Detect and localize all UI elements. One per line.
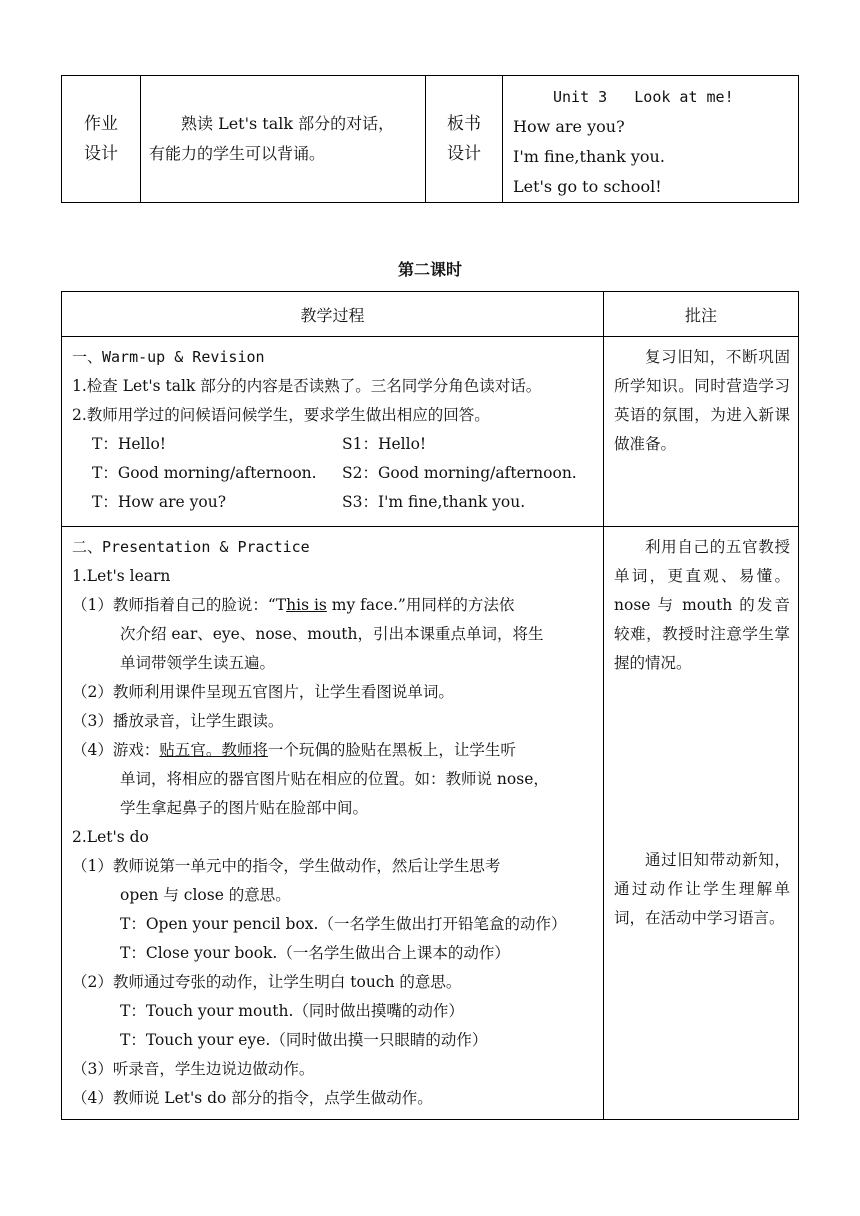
process-line: 单词，将相应的器官图片贴在相应的位置。如：教师说 nose， [120,770,549,788]
note-column-header: 批注 [604,292,799,337]
dialog-row: T：Good morning/afternoon. S2：Good morning/afternoon. [92,464,577,482]
note-learn: 利用自己的五官教授单词，更直观、易懂。nose 与 mouth 的发音较难，教授时注意学生掌握的情况。 [614,538,790,672]
note-do: 通过旧知带动新知，通过动作让学生理解单词，在活动中学习语言。 [614,851,790,927]
process-line: （3）播放录音，让学生跟读。 [72,712,284,730]
section-heading: 一、Warm-up & Revision [72,348,265,366]
process-line: （3）听录音，学生边说边做动作。 [72,1060,315,1078]
process-line: （4）教师说 Let's do 部分的指令，点学生做动作。 [72,1089,433,1107]
process-line: open 与 close 的意思。 [120,886,291,904]
process-line: 单词带领学生读五遍。 [120,654,276,672]
process-line: （4）游戏：贴五官。教师将一个玩偶的脸贴在黑板上，让学生听 [72,741,516,759]
process-line: （2）教师利用课件呈现五官图片，让学生看图说单词。 [72,683,454,701]
homework-label: 作业 设计 [62,76,141,203]
lesson-plan-table [61,291,799,1120]
section-heading: 二、Presentation & Practice [72,538,310,556]
dialog-row: T：Hello! S1：Hello! [92,435,427,453]
process-line: 次介绍 ear、eye、nose、mouth，引出本课重点单词，将生 [120,625,544,643]
board-design-label: 板书 设计 [426,76,503,203]
board-line: How are you? [513,117,625,136]
process-line: （1）教师指着自己的脸说：“This is my face.”用同样的方法依 [72,596,515,614]
process-line: T：Touch your eye.（同时做出摸一只眼睛的动作） [120,1031,488,1049]
process-line: （1）教师说第一单元中的指令，学生做动作，然后让学生思考 [72,857,501,875]
subsection-title: 2.Let's do [72,828,149,846]
homework-table [61,75,799,203]
board-design-content [503,76,799,203]
dialog-row: T：How are you? S3：I'm fine,thank you. [92,493,526,511]
section2-notes [604,527,799,1120]
lesson-title: 第二课时 [397,260,462,279]
process-line: 1.检查 Let's talk 部分的内容是否读熟了。三名同学分角色读对话。 [72,377,542,395]
section1-process [62,337,604,527]
process-column-header: 教学过程 [62,292,604,337]
process-line: 2.教师用学过的问候语问候学生，要求学生做出相应的回答。 [72,406,490,424]
process-line: T：Touch your mouth.（同时做出摸嘴的动作） [120,1002,464,1020]
process-line: （2）教师通过夸张的动作，让学生明白 touch 的意思。 [72,973,462,991]
board-line: Let's go to school! [513,177,662,196]
board-line: I'm fine,thank you. [513,147,665,166]
board-line-unit: Unit 3 Look at me! [553,88,734,106]
process-line: 学生拿起鼻子的图片贴在脸部中间。 [120,799,369,817]
section2-process [62,527,604,1120]
subsection-title: 1.Let's learn [72,567,171,585]
process-line: T：Open your pencil box.（一名学生做出打开铅笔盒的动作） [120,915,567,933]
process-line: T：Close your book.（一名学生做出合上课本的动作） [120,944,510,962]
homework-content: 熟读 Let's talk 部分的对话， 有能力的学生可以背诵。 [141,76,426,203]
section1-note: 复习旧知，不断巩固所学知识。同时营造学习英语的氛围，为进入新课做准备。 [604,337,799,527]
